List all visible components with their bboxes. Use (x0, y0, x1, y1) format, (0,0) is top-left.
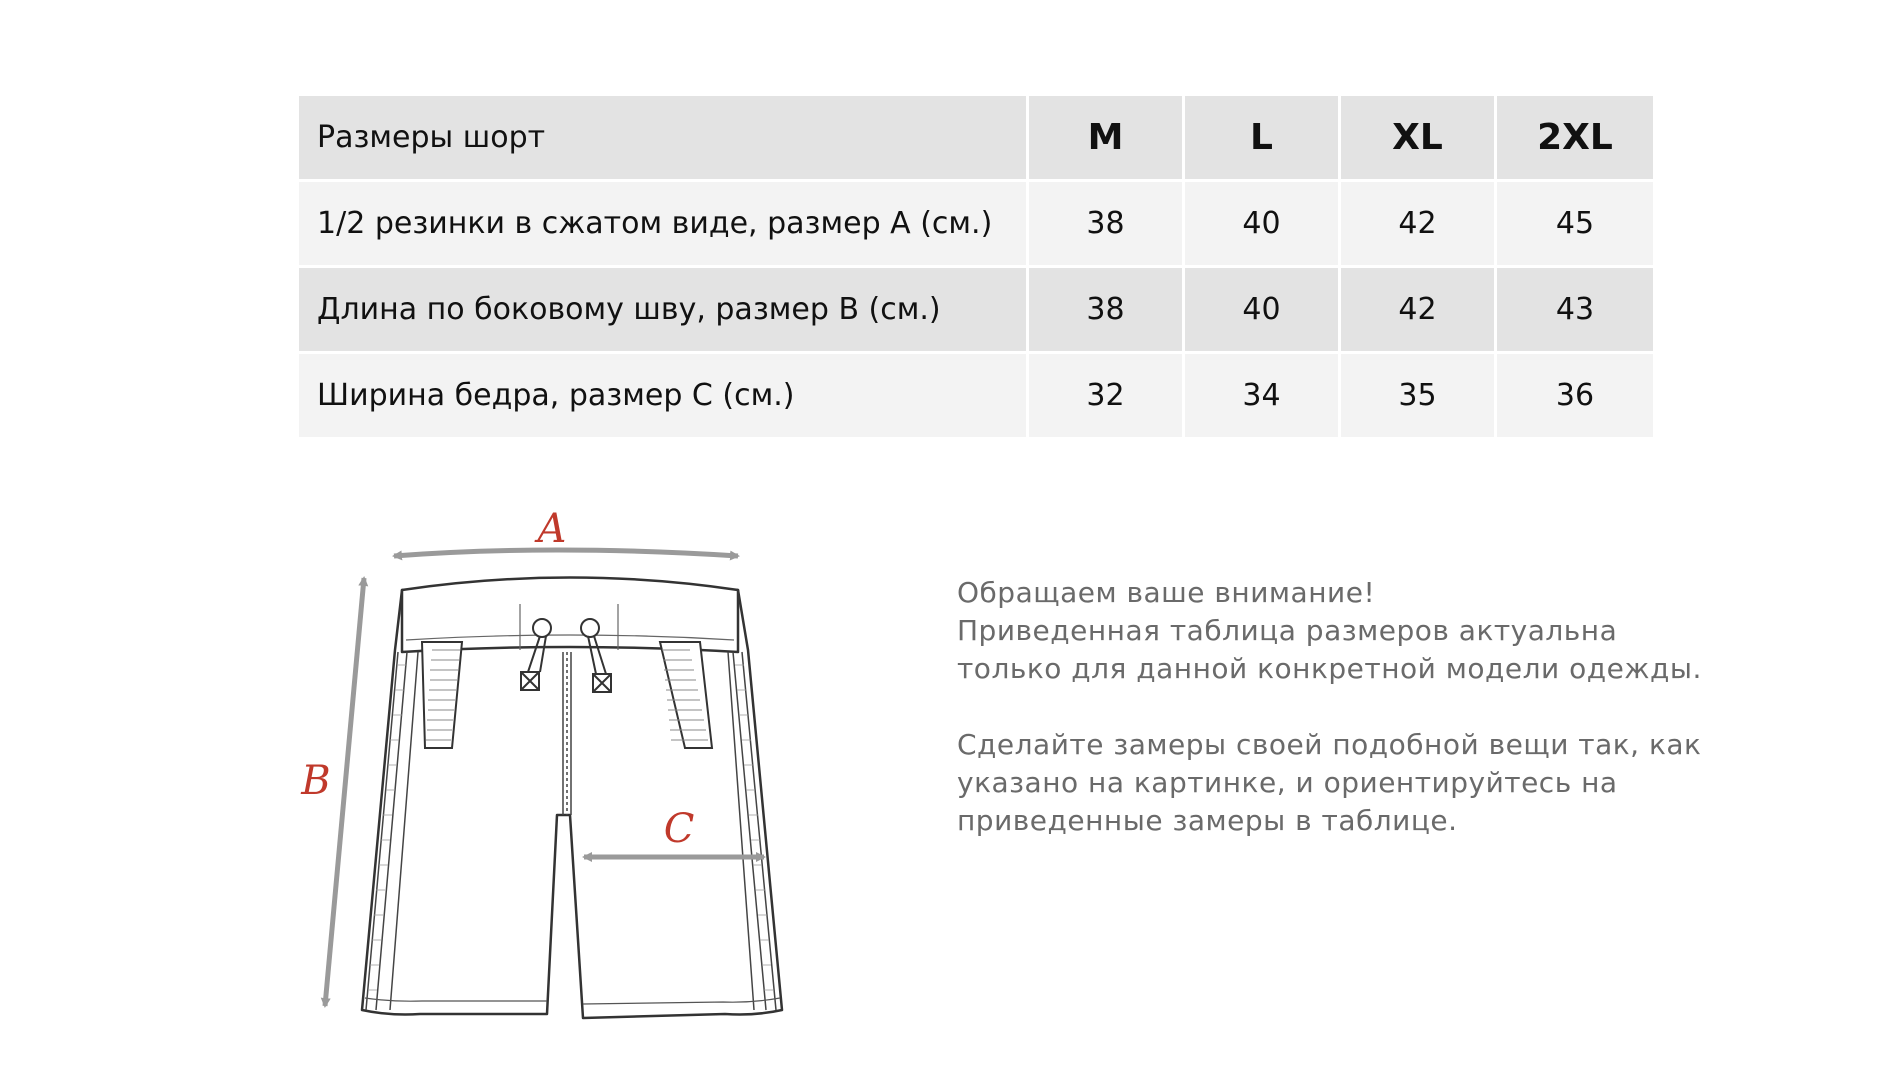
table-cell: 42 (1341, 268, 1497, 354)
size-header-m: M (1029, 96, 1185, 182)
table-cell: 34 (1185, 354, 1341, 440)
row-label: Ширина бедра, размер С (см.) (299, 354, 1029, 440)
notice-paragraph (957, 574, 1702, 688)
row-label: 1/2 резинки в сжатом виде, размер А (см.) (299, 182, 1029, 268)
table-header-label: Размеры шорт (299, 96, 1029, 182)
table-cell: 42 (1341, 182, 1497, 268)
instruction-line: приведенные замеры в таблице. (957, 804, 1458, 837)
table-cell: 36 (1497, 354, 1653, 440)
measure-arrow-b (325, 578, 364, 1006)
size-table (299, 96, 1653, 440)
instruction-line: указано на картинке, и ориентируйтесь на (957, 766, 1618, 799)
notes-block (957, 574, 1702, 840)
table-row (299, 268, 1653, 354)
notice-line: Обращаем ваше внимание! (957, 576, 1376, 609)
table-cell: 38 (1029, 182, 1185, 268)
label-c: C (663, 806, 695, 852)
instruction-line: Сделайте замеры своей подобной вещи так, как (957, 728, 1702, 761)
table-cell: 45 (1497, 182, 1653, 268)
table-cell: 40 (1185, 182, 1341, 268)
row-label: Длина по боковому шву, размер В (см.) (299, 268, 1029, 354)
shorts-diagram (280, 490, 800, 1030)
table-cell: 35 (1341, 354, 1497, 440)
instruction-paragraph (957, 726, 1702, 840)
table-row (299, 354, 1653, 440)
notice-line: только для данной конкретной модели одежды. (957, 652, 1702, 685)
label-a: A (537, 506, 567, 552)
size-header-xl: XL (1341, 96, 1497, 182)
table-cell: 40 (1185, 268, 1341, 354)
table-row (299, 182, 1653, 268)
size-header-2xl: 2XL (1497, 96, 1653, 182)
table-cell: 38 (1029, 268, 1185, 354)
notice-line: Приведенная таблица размеров актуальна (957, 614, 1618, 647)
table-header-row (299, 96, 1653, 182)
size-header-l: L (1185, 96, 1341, 182)
table-cell: 43 (1497, 268, 1653, 354)
table-cell: 32 (1029, 354, 1185, 440)
label-b: B (301, 758, 331, 804)
